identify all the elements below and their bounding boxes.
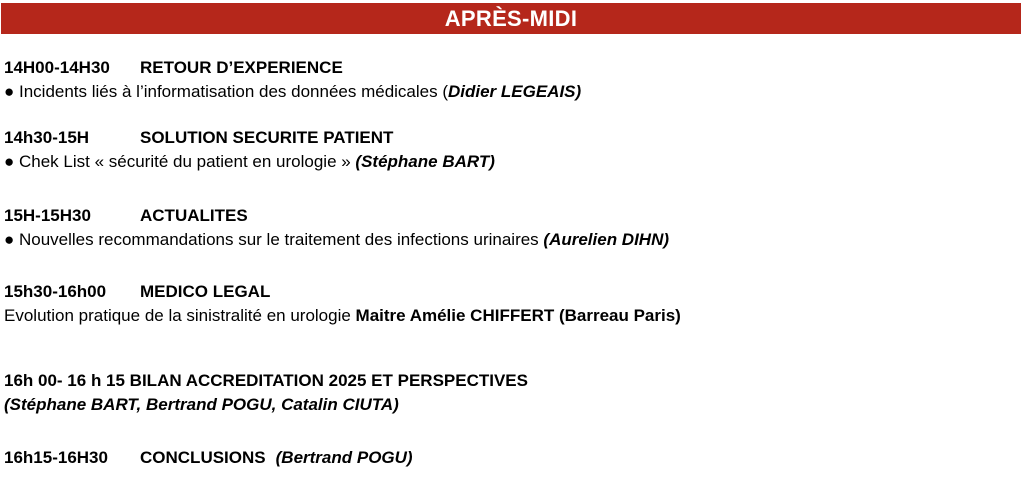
session-speaker: (Stéphane BART, Bertrand POGU, Catalin CIUTA) <box>4 395 399 414</box>
session-topic: MEDICO LEGAL <box>140 282 271 301</box>
session-description: ● Chek List « sécurité du patient en urologie » <box>4 152 356 171</box>
session-heading <box>4 56 1020 80</box>
session-heading <box>4 280 1020 304</box>
session-speaker: (Aurelien DIHN) <box>543 230 670 249</box>
session-actualites <box>4 204 1020 252</box>
session-topic: RETOUR D’EXPERIENCE <box>140 58 343 77</box>
session-time: 15h30-16h00 <box>4 282 107 301</box>
session-topic: SOLUTION SECURITE PATIENT <box>140 128 394 147</box>
session-speaker: Maitre Amélie CHIFFERT (Barreau Paris) <box>355 306 681 325</box>
session-time: 15H-15H30 <box>4 206 91 225</box>
session-topic: ACTUALITES <box>140 206 248 225</box>
session-speaker: (Bertrand POGU) <box>275 448 413 467</box>
session-detail <box>4 80 1020 104</box>
session-heading <box>4 204 1020 228</box>
session-detail <box>4 150 1020 174</box>
session-heading <box>4 126 1020 150</box>
session-time: 14h30-15H <box>4 128 90 147</box>
session-heading <box>4 446 1020 470</box>
session-retour-experience <box>4 56 1020 104</box>
session-heading: 16h 00- 16 h 15 BILAN ACCREDITATION 2025 ET PERSPECTIVES <box>4 371 528 390</box>
session-speaker: (Stéphane BART) <box>355 152 495 171</box>
session-detail <box>4 228 1020 252</box>
session-solution-securite <box>4 126 1020 174</box>
session-bilan-accreditation <box>4 369 1020 417</box>
session-time: 16h15-16H30 <box>4 448 108 467</box>
section-title: APRÈS-MIDI <box>444 5 578 31</box>
session-topic: CONCLUSIONS <box>140 448 266 467</box>
session-conclusions <box>4 446 1020 470</box>
section-header <box>1 3 1021 34</box>
session-speaker: Didier LEGEAIS) <box>448 82 582 101</box>
session-description: ● Nouvelles recommandations sur le traitement des infections urinaires <box>4 230 544 249</box>
session-description: ● Incidents liés à l’informatisation des données médicales ( <box>4 82 448 101</box>
session-description: Evolution pratique de la sinistralité en urologie <box>4 306 356 325</box>
session-detail <box>4 304 1020 328</box>
session-medico-legal <box>4 280 1020 328</box>
session-time: 14H00-14H30 <box>4 58 110 77</box>
